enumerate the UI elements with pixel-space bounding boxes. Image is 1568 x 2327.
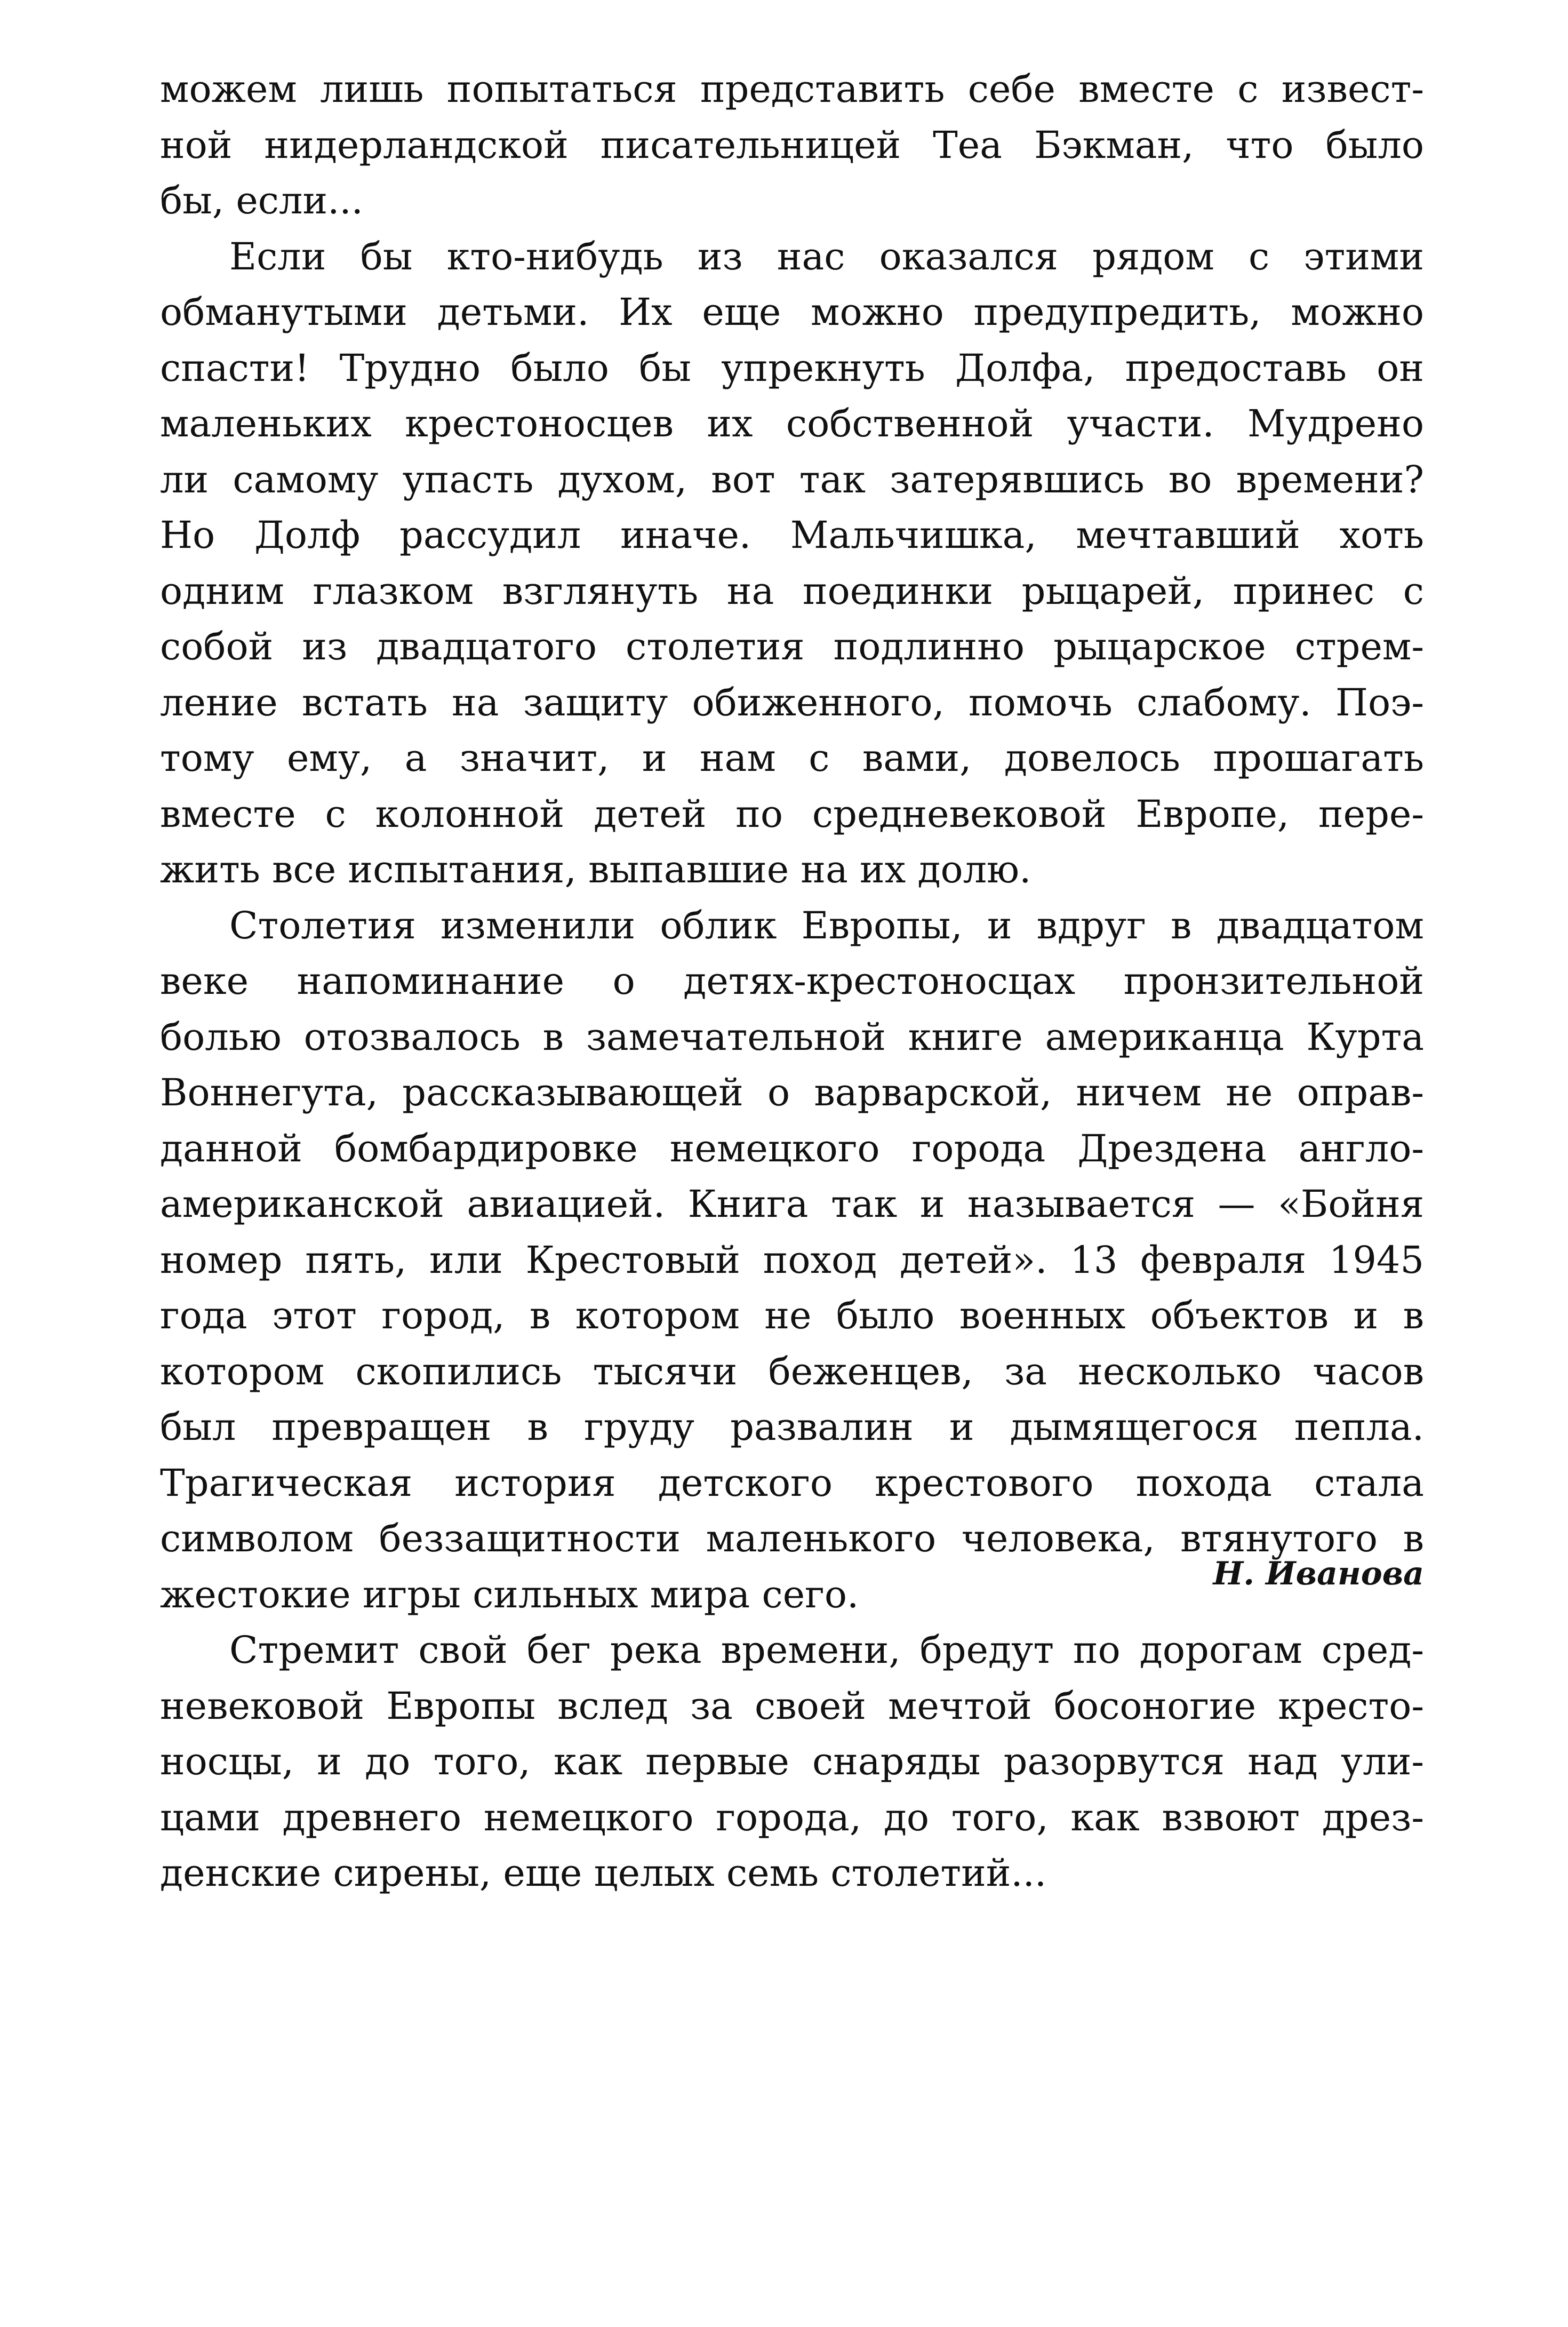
- text-line: Столетия изменили облик Европы, и вдруг в двадцатом: [229, 903, 1424, 947]
- text-line: был превращен в груду развалин и дымящегося пепла.: [160, 1405, 1424, 1449]
- text-line: Стремит свой бег река времени, бредут по дорогам сред-: [229, 1628, 1424, 1672]
- text-line: обманутыми детьми. Их еще можно предупредить, можно: [160, 290, 1424, 334]
- paragraph-3: [160, 898, 1424, 1623]
- text-line: котором скопились тысячи беженцев, за несколько часов: [160, 1349, 1424, 1393]
- text-line: жить все испытания, выпавшие на их долю.: [160, 848, 1031, 891]
- text-line: болью отозвалось в замечательной книге американца Курта: [160, 1015, 1424, 1059]
- text-line: жестокие игры сильных мира сего.: [160, 1572, 859, 1616]
- text-line: спасти! Трудно было бы упрекнуть Долфа, предоставь он: [160, 346, 1424, 390]
- text-line: собой из двадцатого столетия подлинно рыцарское стрем-: [160, 625, 1424, 668]
- text-line: Но Долф рассудил иначе. Мальчишка, мечтавший хоть: [160, 513, 1424, 557]
- text-line: года этот город, в котором не было военных объектов и в: [160, 1294, 1424, 1337]
- text-line: американской авиацией. Книга так и называется — «Бойня: [160, 1182, 1424, 1226]
- text-line: тому ему, а значит, и нам с вами, довелось прошагать: [160, 736, 1424, 780]
- text-line: ной нидерландской писательницей Теа Бэкман, что было: [160, 123, 1424, 167]
- text-line: носцы, и до того, как первые снаряды разорвутся над ули-: [160, 1740, 1424, 1783]
- text-line: Трагическая история детского крестового похода стала: [160, 1461, 1424, 1505]
- text-line: маленьких крестоносцев их собственной участи. Мудрено: [160, 402, 1424, 445]
- text-line: символом беззащитности маленького человека, втянутого в: [160, 1517, 1424, 1560]
- document-page: [160, 61, 1424, 1901]
- paragraph-2: [160, 229, 1424, 898]
- text-line: денские сирены, еще целых семь столетий...: [160, 1851, 1047, 1895]
- paragraph-4: [160, 1622, 1424, 1901]
- text-line: одним глазком взглянуть на поединки рыцарей, принес с: [160, 569, 1424, 613]
- text-line: веке напоминание о детях-крестоносцах пронзительной: [160, 959, 1424, 1003]
- text-line: Если бы кто-нибудь из нас оказался рядом с этими: [229, 234, 1424, 278]
- text-line: цами древнего немецкого города, до того, как взвоют дрез-: [160, 1795, 1424, 1839]
- text-line: данной бомбардировке немецкого города Дрездена англо-: [160, 1126, 1424, 1170]
- text-line: номер пять, или Крестовый поход детей». 13 февраля 1945: [160, 1238, 1424, 1282]
- text-line: вместе с колонной детей по средневековой Европе, пере-: [160, 792, 1424, 836]
- author-signature: Н. Иванова: [1213, 1555, 1424, 1592]
- text-line: невековой Европы вслед за своей мечтой босоногие кресто-: [160, 1684, 1424, 1728]
- text-line: Воннегута, рассказывающей о варварской, ничем не оправ-: [160, 1071, 1424, 1114]
- text-line: ли самому упасть духом, вот так затерявшись во времени?: [160, 457, 1424, 501]
- text-line: можем лишь попытаться представить себе вместе с извест-: [160, 67, 1424, 111]
- text-line: ление встать на защиту обиженного, помочь слабому. Поэ-: [160, 680, 1424, 724]
- text-line: бы, если...: [160, 179, 363, 222]
- paragraph-1: [160, 61, 1424, 229]
